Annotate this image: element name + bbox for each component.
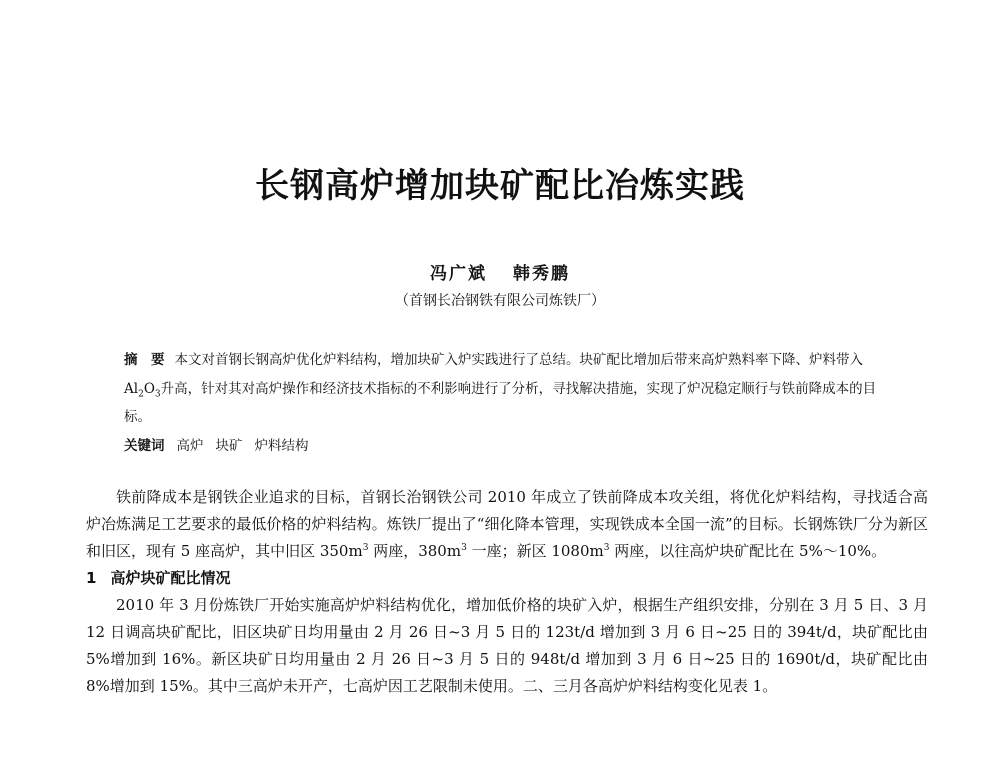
paper-title: 长钢高炉增加块矿配比冶炼实践 (255, 166, 745, 206)
keywords (124, 432, 884, 461)
abstract-text: 升高，针对其对高炉操作和经济技术指标的不利影响进行了分析，寻找解决措施，实现了炉况稳定顺行与铁前降成本的目标。 (124, 380, 877, 425)
superscript: 3 (362, 543, 369, 553)
subscript: 3 (154, 389, 161, 400)
section-heading (86, 565, 928, 592)
author-affiliation: （首钢长冶钢铁有限公司炼铁厂） (395, 293, 605, 309)
section-title: 高炉块矿配比情况 (110, 569, 231, 587)
keyword: 炉料结构 (254, 437, 309, 454)
keyword: 高炉 (176, 437, 204, 454)
superscript: 3 (603, 543, 610, 553)
formula-al: Al (124, 380, 139, 397)
paragraph: 2010 年 3 月份炼铁厂开始实施高炉炉料结构优化，增加低价格的块矿入炉，根据生产组织安排，分别在 3 月 5 日、3 月 12 日调高块矿配比，旧区块矿日均用量由 2 月 26 日~3 月 5 日的 123t/d 增加到 3 月 6 日~25 日的 394t/d，块矿配比由 5%增加到 16%。新区块矿日均用量由 2 月 26 日~3 月 5 日的 948t/d 增加到 3 月 6 日~25 日的 1690t/d，块矿配比由 8%增加到 15%。其中三高炉未开产，七高炉因工艺限制未使用。二、三月各高炉炉料结构变化见表 1。 (86, 596, 928, 695)
formula-o: O (143, 380, 155, 397)
author-name: 冯广斌 (430, 264, 487, 284)
superscript: 3 (461, 543, 467, 553)
paragraph: 铁前降成本是钢铁企业追求的目标，首钢长治钢铁公司 2010 年成立了铁前降成本攻关组，将优化炉料结构，寻找适合高炉冶炼满足工艺要求的最低价格的炉料结构。炼铁厂提出了“细化降本管理，实现铁成本全国一流”的目标。长钢炼铁厂分为新区和旧区，现有 5 座高炉，其中旧区 $350m^3$ 两座，$380m^3$ 一座；新区 $1080m^3$ 两座，以往高炉块矿配比在 5%～10%。 (86, 488, 928, 560)
section-number: 1 (86, 569, 97, 587)
author-list (0, 259, 1000, 284)
abstract-text: 本文对首钢长钢高炉优化炉料结构，增加块矿入炉实践进行了总结。块矿配比增加后带来高炉熟料率下降、炉料带入 (174, 352, 863, 368)
author-name: 韩秀鹏 (513, 264, 570, 284)
keyword: 块矿 (215, 437, 243, 454)
abstract (124, 346, 884, 460)
abstract-body (124, 346, 884, 432)
abstract-label: 摘 要 (124, 352, 165, 368)
keywords-label: 关键词 (124, 437, 165, 454)
body-text (86, 484, 928, 700)
subscript: 2 (138, 389, 144, 400)
